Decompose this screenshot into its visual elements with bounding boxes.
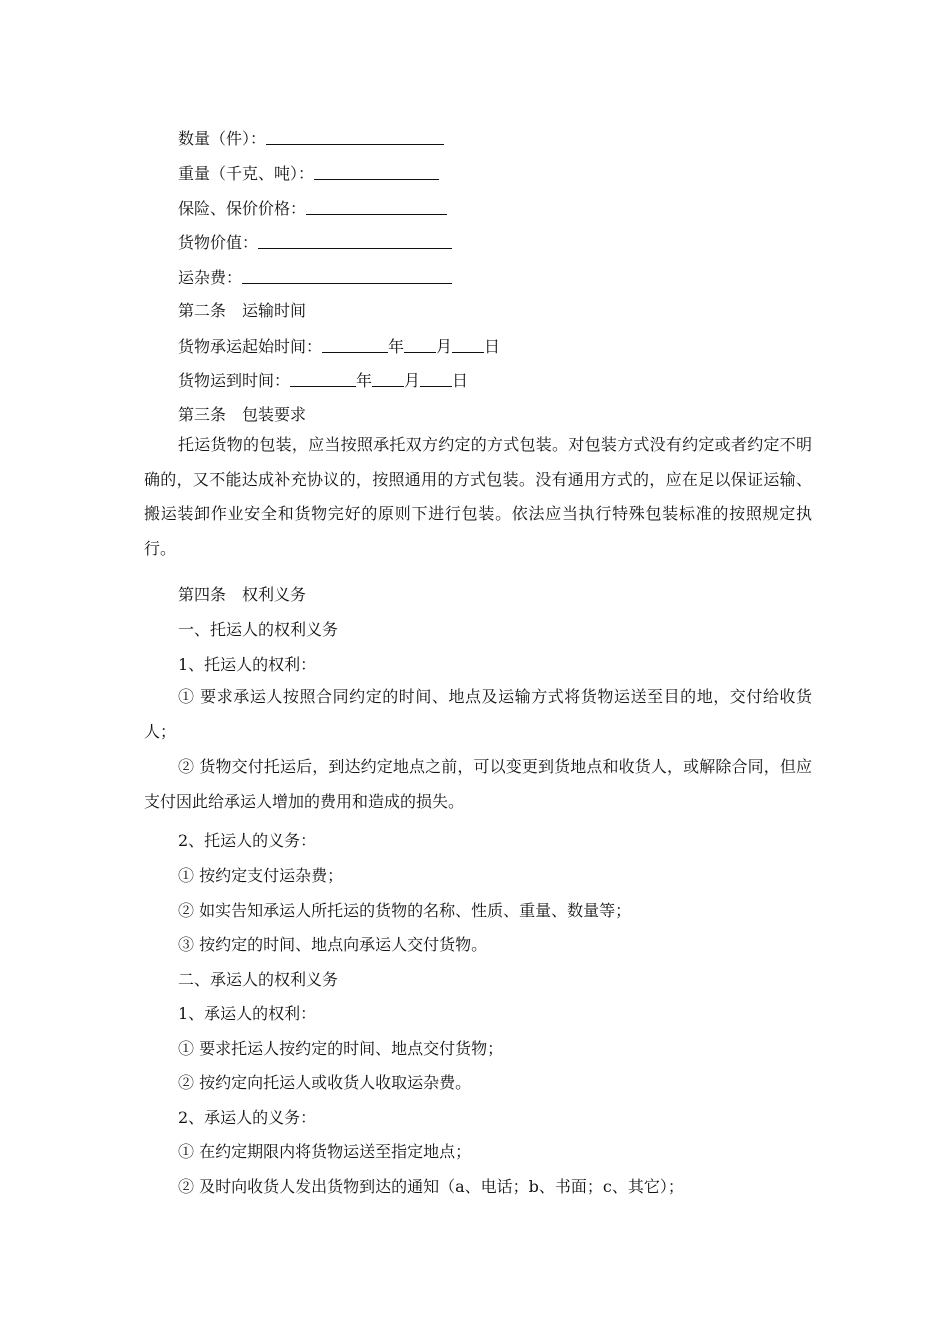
carrier-right-1: ① 要求托运人按约定的时间、地点交付货物； bbox=[178, 1039, 504, 1058]
freight-label: 运杂费： bbox=[178, 268, 243, 287]
article4-title: 第四条 权利义务 bbox=[178, 585, 307, 604]
start-time-field bbox=[178, 336, 500, 357]
insurance-label: 保险、保价价格： bbox=[178, 199, 307, 218]
weight-blank[interactable] bbox=[314, 163, 439, 180]
shipper-heading: 一、托运人的权利义务 bbox=[178, 620, 339, 639]
shipper-duty-1: ① 按约定支付运杂费； bbox=[178, 866, 344, 885]
arrive-year-label: 年 bbox=[356, 371, 373, 390]
shipper-duty-3: ③ 按约定的时间、地点向承运人交付货物。 bbox=[178, 935, 488, 954]
start-month-blank[interactable] bbox=[404, 336, 436, 353]
arrive-time-field bbox=[178, 370, 468, 391]
quantity-blank[interactable] bbox=[266, 128, 444, 145]
carrier-heading: 二、承运人的权利义务 bbox=[178, 970, 339, 989]
article2-title: 第二条 运输时间 bbox=[178, 301, 307, 320]
shipper-right-2: ② 货物交付托运后，到达约定地点之前，可以变更到货地点和收货人，或解除合同，但应支付因此给承运人增加的费用和造成的损失。 bbox=[144, 757, 812, 811]
weight-field bbox=[178, 163, 439, 184]
start-day-blank[interactable] bbox=[452, 336, 484, 353]
start-month-label: 月 bbox=[436, 337, 453, 356]
carrier-duties-heading: 2、承运人的义务： bbox=[178, 1108, 317, 1127]
start-year-blank[interactable] bbox=[322, 336, 388, 353]
carrier-duty-1: ① 在约定期限内将货物运送至指定地点； bbox=[178, 1142, 472, 1161]
arrive-month-blank[interactable] bbox=[372, 370, 404, 387]
article3-title: 第三条 包装要求 bbox=[178, 405, 307, 424]
insurance-field bbox=[178, 198, 447, 219]
quantity-field bbox=[178, 128, 444, 149]
shipper-duty-2: ② 如实告知承运人所托运的货物的名称、性质、重量、数量等； bbox=[178, 901, 632, 920]
value-blank[interactable] bbox=[258, 232, 452, 249]
freight-field bbox=[178, 267, 452, 288]
carrier-duty-2: ② 及时向收货人发出货物到达的通知（a、电话；b、书面；c、其它）； bbox=[178, 1177, 684, 1196]
carrier-rights-heading: 1、承运人的权利： bbox=[178, 1004, 317, 1023]
value-label: 货物价值： bbox=[178, 233, 259, 252]
start-day-label: 日 bbox=[484, 337, 501, 356]
shipper-duties-heading: 2、托运人的义务： bbox=[178, 831, 317, 850]
arrive-month-label: 月 bbox=[404, 371, 421, 390]
weight-label: 重量（千克、吨）： bbox=[178, 164, 315, 183]
freight-blank[interactable] bbox=[242, 267, 452, 284]
carrier-right-2: ② 按约定向托运人或收货人收取运杂费。 bbox=[178, 1073, 472, 1092]
shipper-right-1: ① 要求承运人按照合同约定的时间、地点及运输方式将货物运送至目的地，交付给收货人； bbox=[144, 687, 812, 741]
quantity-label: 数量（件）： bbox=[178, 129, 267, 148]
arrive-day-blank[interactable] bbox=[420, 370, 452, 387]
start-time-label: 货物承运起始时间： bbox=[178, 337, 323, 356]
article3-body: 托运货物的包装，应当按照承托双方约定的方式包装。对包装方式没有约定或者约定不明确的，又不能达成补充协议的，按照通用的方式包装。没有通用方式的，应在足以保证运输、搬运装卸作业安全和货物完好的原则下进行包装。依法应当执行特殊包装标准的按照规定执行。 bbox=[144, 435, 812, 558]
shipper-rights-heading: 1、托运人的权利： bbox=[178, 655, 317, 674]
value-field bbox=[178, 232, 452, 253]
arrive-year-blank[interactable] bbox=[290, 370, 356, 387]
insurance-blank[interactable] bbox=[306, 198, 447, 215]
arrive-day-label: 日 bbox=[452, 371, 469, 390]
arrive-time-label: 货物运到时间： bbox=[178, 371, 291, 390]
start-year-label: 年 bbox=[388, 337, 405, 356]
